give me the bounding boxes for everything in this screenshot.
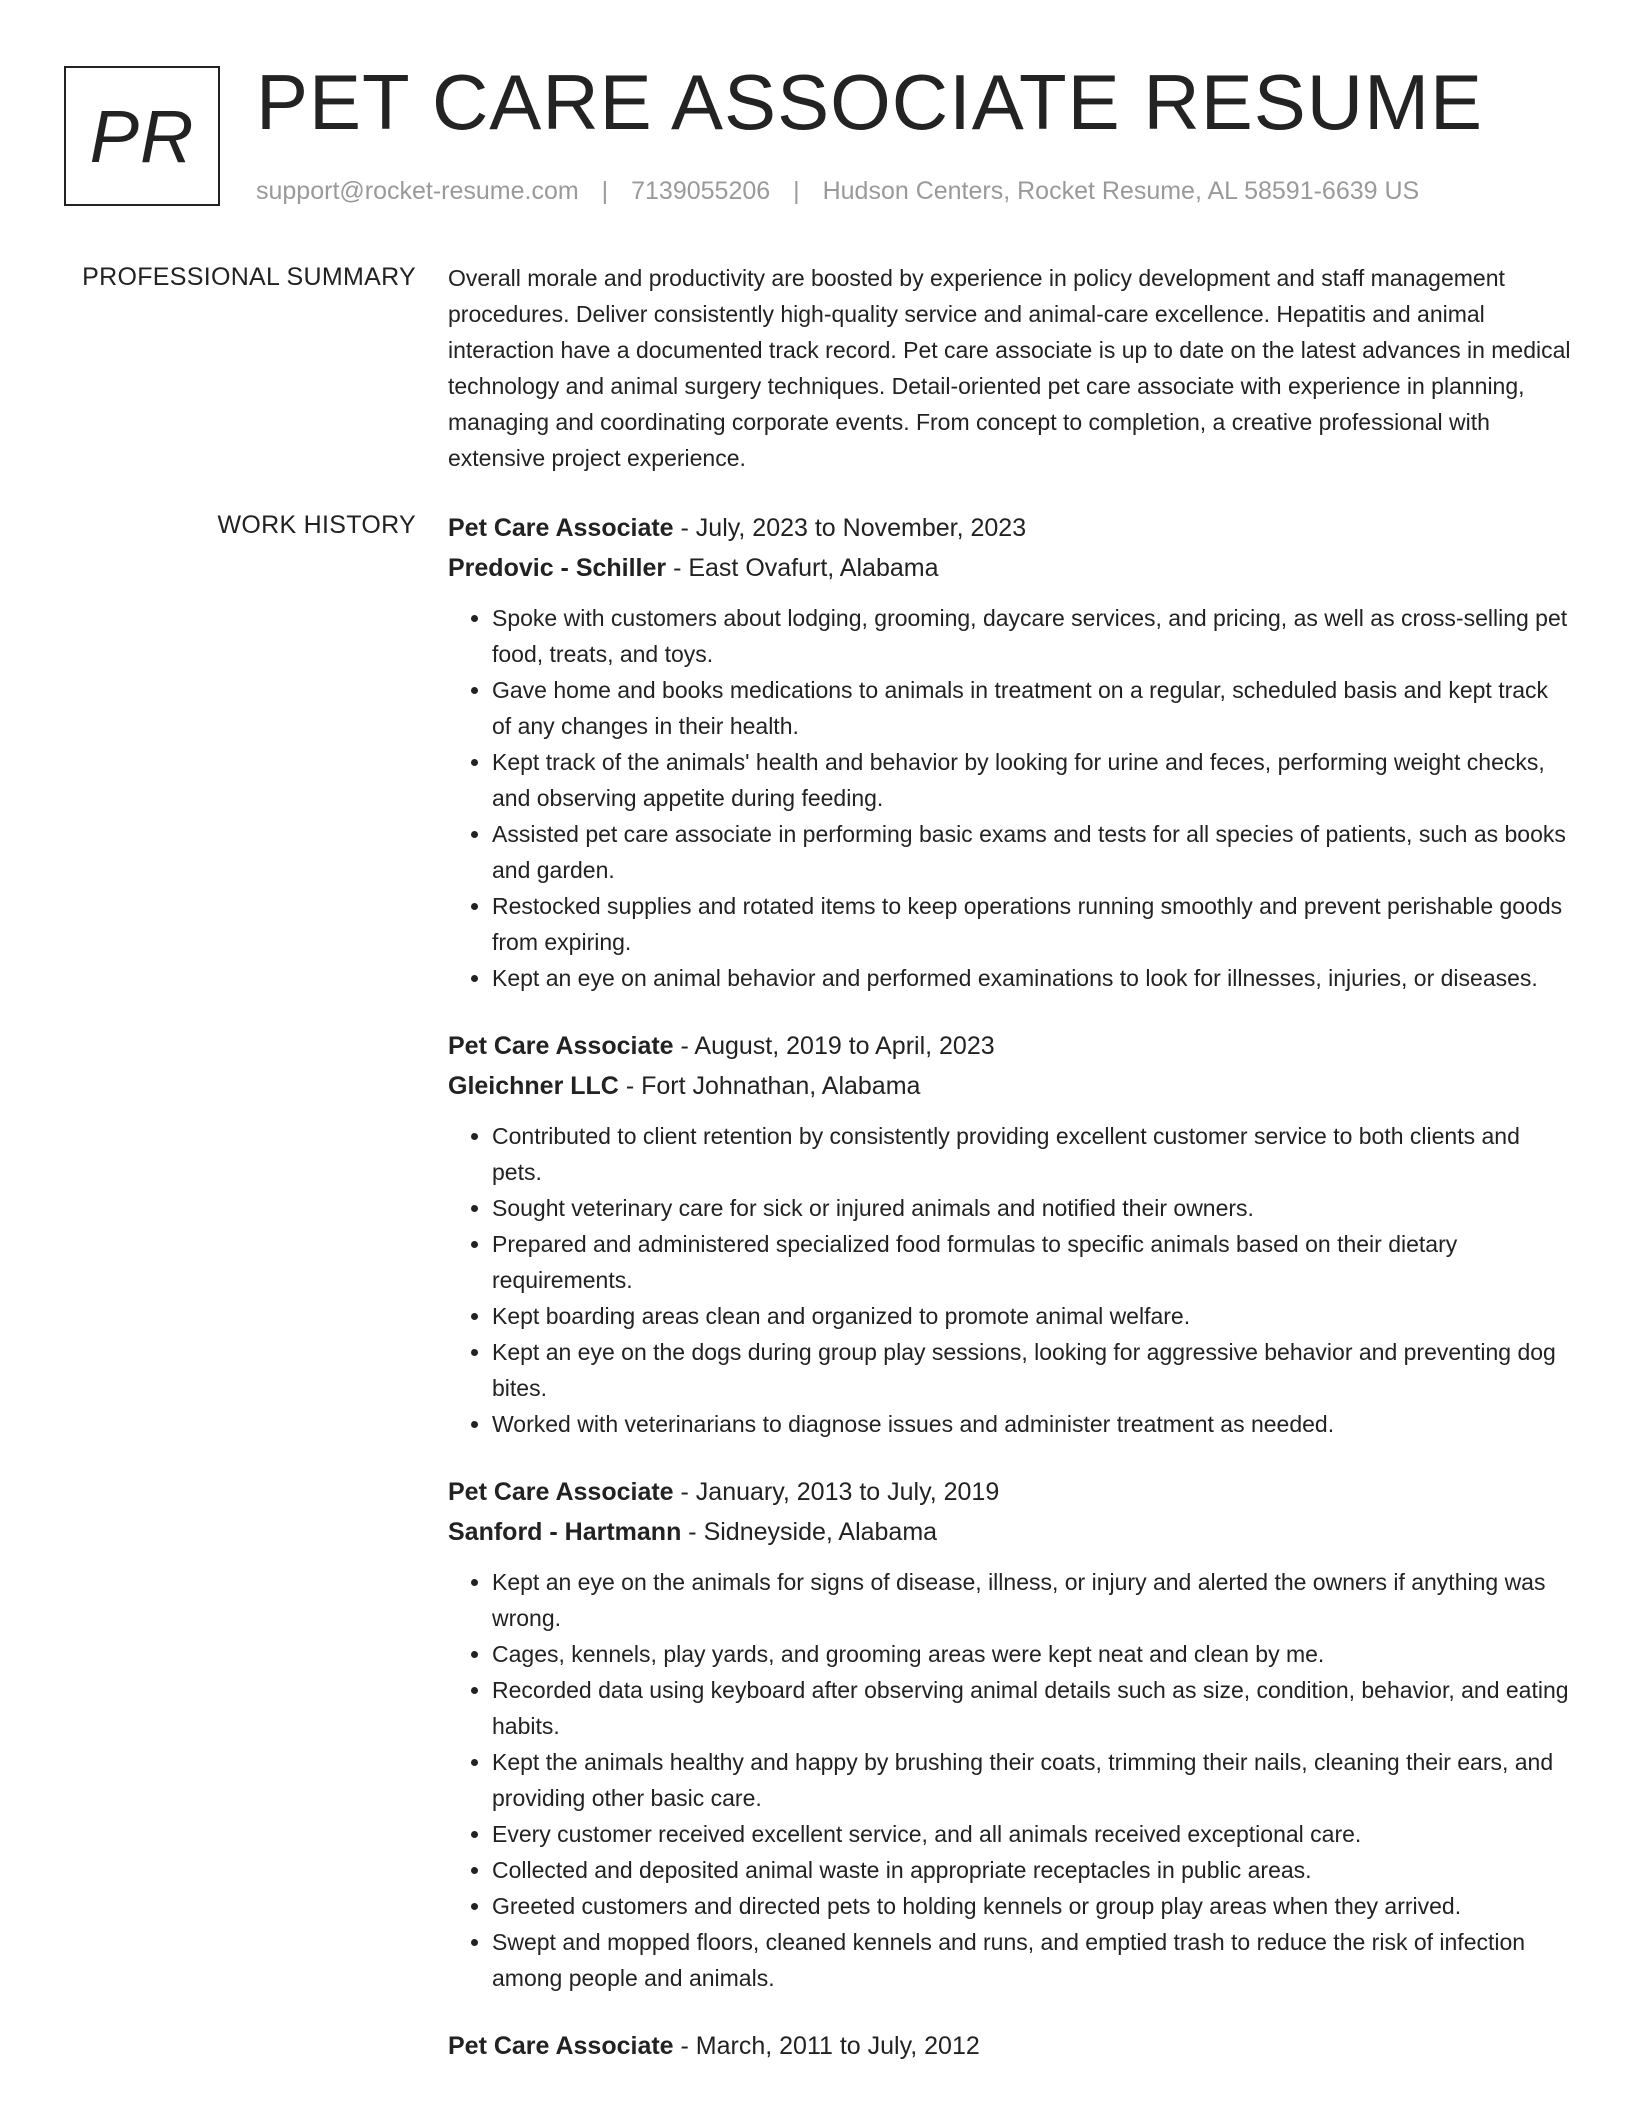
job-entry <box>448 1026 1573 1442</box>
job-bullet-list <box>448 600 1573 996</box>
job-bullet: • Kept an eye on the dogs during group play sessions, looking for aggressive behavior and preventing dog bites. <box>492 1334 1573 1406</box>
job-bullet: • Sought veterinary care for sick or injured animals and notified their owners. <box>492 1190 1573 1226</box>
job-role: Pet Care Associate <box>448 2032 674 2060</box>
job-bullet: • Restocked supplies and rotated items to keep operations running smoothly and prevent perishable goods from expiring. <box>492 888 1573 960</box>
job-entry <box>448 508 1573 996</box>
job-bullet: • Kept track of the animals' health and behavior by looking for urine and feces, performing weight checks, and observing appetite during feeding. <box>492 744 1573 816</box>
job-company-line <box>448 548 1573 588</box>
job-bullet: • Swept and mopped floors, cleaned kennels and runs, and emptied trash to reduce the risk of infection among people and animals. <box>492 1924 1573 1996</box>
job-bullet: • Collected and deposited animal waste in appropriate receptacles in public areas. <box>492 1852 1573 1888</box>
job-role: Pet Care Associate <box>448 1032 674 1060</box>
job-company-line <box>448 1066 1573 1106</box>
job-role: Pet Care Associate <box>448 1478 674 1506</box>
job-company: Sanford - Hartmann <box>448 1518 682 1546</box>
job-bullet: • Kept boarding areas clean and organized to promote animal welfare. <box>492 1298 1573 1334</box>
job-bullet: • Prepared and administered specialized food formulas to specific animals based on their dietary requirements. <box>492 1226 1573 1298</box>
job-dates: - July, 2023 to November, 2023 <box>673 514 1027 542</box>
work-history-body <box>448 508 1573 2096</box>
contact-separator: | <box>793 177 800 205</box>
job-bullet: • Contributed to client retention by consistently providing excellent customer service to both clients and pets. <box>492 1118 1573 1190</box>
job-entry <box>448 2026 1573 2066</box>
contact-separator: | <box>601 177 609 205</box>
job-bullet: • Gave home and books medications to animals in treatment on a regular, scheduled basis and kept track of any changes in their health. <box>492 672 1573 744</box>
job-bullet: • Every customer received excellent service, and all animals received exceptional care. <box>492 1816 1573 1852</box>
job-dates: - August, 2019 to April, 2023 <box>673 1032 995 1060</box>
job-location: - Fort Johnathan, Alabama <box>618 1072 921 1100</box>
job-dates: - March, 2011 to July, 2012 <box>673 2032 980 2060</box>
contact-address: Hudson Centers, Rocket Resume, AL 58591-6639 US <box>822 177 1420 205</box>
job-title-line <box>448 508 1573 548</box>
resume-title: PET CARE ASSOCIATE RESUME <box>256 58 1484 146</box>
job-bullet-list <box>448 1564 1573 1996</box>
job-bullet: • Worked with veterinarians to diagnose issues and administer treatment as needed. <box>492 1406 1573 1442</box>
job-company: Predovic - Schiller <box>448 554 667 582</box>
job-bullet: • Cages, kennels, play yards, and grooming areas were kept neat and clean by me. <box>492 1636 1573 1672</box>
job-company: Gleichner LLC <box>448 1072 619 1100</box>
summary-text: Overall morale and productivity are boosted by experience in policy development and staff management procedures. Deliver consistently high-quality service and animal-care excellence. Hepatitis and animal interaction have a documented track record. Pet care associate is up to date on the latest advances in medical technology and animal surgery techniques. Detail-oriented pet care associate with experience in planning, managing and coordinating corporate events. From concept to completion, a creative professional with extensive project experience. <box>448 265 1571 471</box>
job-bullet: • Spoke with customers about lodging, grooming, daycare services, and pricing, as well as cross-selling pet food, treats, and toys. <box>492 600 1573 672</box>
job-title-line <box>448 1026 1573 1066</box>
monogram-logo: PR <box>64 66 220 206</box>
job-role: Pet Care Associate <box>448 514 674 542</box>
job-bullet: • Kept an eye on the animals for signs of disease, illness, or injury and alerted the owners if anything was wrong. <box>492 1564 1573 1636</box>
summary-body <box>448 260 1573 476</box>
job-bullet: • Kept the animals healthy and happy by brushing their coats, trimming their nails, cleaning their ears, and providing other basic care. <box>492 1744 1573 1816</box>
summary-heading: PROFESSIONAL SUMMARY <box>82 263 416 291</box>
job-bullet-list <box>448 1118 1573 1442</box>
job-bullet: • Greeted customers and directed pets to holding kennels or group play areas when they arrived. <box>492 1888 1573 1924</box>
job-title-line <box>448 2026 1573 2066</box>
job-location: - East Ovafurt, Alabama <box>666 554 939 582</box>
job-location: - Sidneyside, Alabama <box>681 1518 938 1546</box>
job-entry <box>448 1472 1573 1996</box>
job-company-line <box>448 1512 1573 1552</box>
job-bullet: • Kept an eye on animal behavior and performed examinations to look for illnesses, injuries, or diseases. <box>492 960 1573 996</box>
job-dates: - January, 2013 to July, 2019 <box>673 1478 1000 1506</box>
work-history-heading: WORK HISTORY <box>217 511 416 539</box>
contact-phone[interactable]: 7139055206 <box>631 177 771 205</box>
job-bullet: • Assisted pet care associate in performing basic exams and tests for all species of patients, such as books and garden. <box>492 816 1573 888</box>
contact-email[interactable]: support@rocket-resume.com <box>256 177 579 205</box>
job-bullet: • Recorded data using keyboard after observing animal details such as size, condition, behavior, and eating habits. <box>492 1672 1573 1744</box>
job-title-line <box>448 1472 1573 1512</box>
contact-line <box>256 175 1419 207</box>
